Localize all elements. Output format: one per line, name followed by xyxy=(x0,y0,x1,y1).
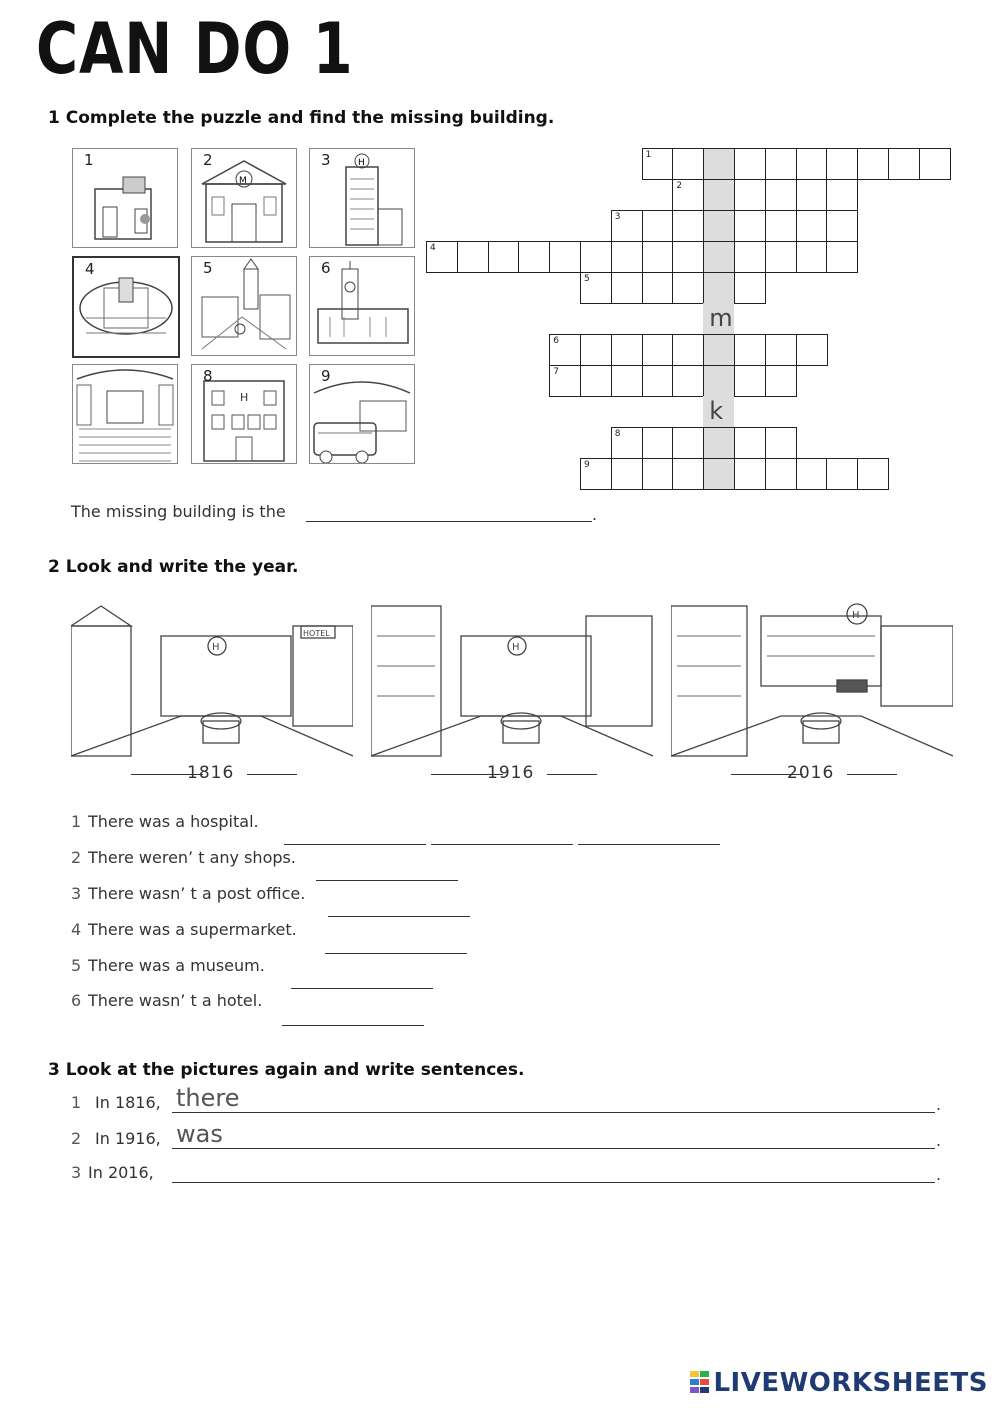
crossword-cell[interactable] xyxy=(703,365,735,397)
year-label: 2016 xyxy=(787,763,835,783)
crossword-cell[interactable] xyxy=(488,241,520,273)
crossword-cell[interactable] xyxy=(703,334,735,366)
crossword-cell[interactable] xyxy=(642,427,674,459)
year-line xyxy=(547,774,597,775)
crossword-cell[interactable] xyxy=(734,241,766,273)
crossword-cell[interactable] xyxy=(826,458,858,490)
crossword-cell[interactable] xyxy=(611,272,643,304)
sentence-text: There was a supermarket. xyxy=(88,920,297,939)
sentence-period: . xyxy=(936,1165,942,1184)
crossword-cell[interactable] xyxy=(765,458,797,490)
crossword-cell[interactable] xyxy=(826,179,858,211)
picture-number: 6 xyxy=(321,259,331,277)
sentence-number: 1 xyxy=(71,812,82,831)
crossword-clue-number: 7 xyxy=(553,367,559,377)
year-answer-line[interactable] xyxy=(284,844,426,845)
page-title: CAN DO 1 xyxy=(36,8,354,90)
crossword-cell[interactable] xyxy=(642,241,674,273)
year-line xyxy=(847,774,897,775)
picture-number: 3 xyxy=(321,151,331,169)
picture-7 xyxy=(72,364,178,464)
crossword-cell[interactable] xyxy=(642,272,674,304)
crossword-given-letter: m xyxy=(709,304,733,332)
crossword-cell[interactable] xyxy=(580,365,612,397)
sentence-number: 2 xyxy=(71,848,82,867)
missing-building-period: . xyxy=(592,505,598,524)
picture-8 xyxy=(191,364,297,464)
picture-4 xyxy=(72,256,180,358)
town-illustration xyxy=(671,596,953,770)
town-illustration xyxy=(371,596,653,770)
picture-number: 8 xyxy=(203,367,213,385)
crossword-cell[interactable] xyxy=(796,148,828,180)
crossword-cell[interactable] xyxy=(672,241,704,273)
sentence-number: 2 xyxy=(71,1129,82,1148)
svg-text:HOTEL: HOTEL xyxy=(303,629,330,638)
crossword-cell[interactable] xyxy=(549,241,581,273)
year-line xyxy=(247,774,297,775)
picture-5 xyxy=(191,256,297,356)
crossword-cell[interactable] xyxy=(765,148,797,180)
picture-number: 2 xyxy=(203,151,213,169)
crossword-cell[interactable] xyxy=(826,241,858,273)
sentence-prompt: In 1816, xyxy=(95,1093,161,1112)
crossword-cell[interactable] xyxy=(734,272,766,304)
year-answer-line[interactable] xyxy=(291,988,433,989)
crossword-cell[interactable] xyxy=(672,365,704,397)
crossword-cell[interactable] xyxy=(703,148,735,180)
crossword-cell[interactable] xyxy=(580,334,612,366)
crossword-cell[interactable] xyxy=(765,334,797,366)
section1-heading: 1 Complete the puzzle and find the missing building. xyxy=(48,108,555,128)
svg-text:H: H xyxy=(212,642,220,653)
year-answer-line[interactable] xyxy=(325,953,467,954)
crossword-cell[interactable] xyxy=(703,179,735,211)
crossword-cell[interactable] xyxy=(672,334,704,366)
picture-number: 4 xyxy=(85,260,95,278)
svg-text:M: M xyxy=(239,176,247,186)
section3-heading: 3 Look at the pictures again and write sentences. xyxy=(48,1060,525,1080)
crossword-cell[interactable] xyxy=(796,179,828,211)
crossword-cell[interactable] xyxy=(611,241,643,273)
sentence-period: . xyxy=(936,1095,942,1114)
crossword-cell[interactable] xyxy=(765,210,797,242)
sentence-text: There wasn’ t a hotel. xyxy=(88,991,263,1010)
crossword-cell[interactable] xyxy=(826,148,858,180)
crossword-cell[interactable] xyxy=(734,458,766,490)
sentence-number: 6 xyxy=(71,991,82,1010)
sentence-number: 5 xyxy=(71,956,82,975)
year-answer-line[interactable] xyxy=(578,844,720,845)
town-scene-1816 xyxy=(71,596,353,792)
handwritten-answer[interactable]: was xyxy=(176,1120,223,1148)
sentence-number: 3 xyxy=(71,1163,82,1182)
crossword-cell[interactable] xyxy=(611,365,643,397)
picture-number: 9 xyxy=(321,367,331,385)
crossword-cell[interactable] xyxy=(765,427,797,459)
crossword-clue-number: 4 xyxy=(430,243,436,253)
crossword-clue-number: 2 xyxy=(676,181,683,191)
crossword-cell[interactable] xyxy=(642,365,674,397)
crossword-cell[interactable] xyxy=(857,148,889,180)
crossword-cell[interactable] xyxy=(672,210,704,242)
crossword-cell[interactable] xyxy=(703,210,735,242)
sentence-period: . xyxy=(936,1131,942,1150)
crossword-cell[interactable] xyxy=(672,427,704,459)
sentence-text: There wasn’ t a post office. xyxy=(88,884,306,903)
crossword-given-letter: k xyxy=(709,397,724,425)
crossword-clue-number: 9 xyxy=(584,460,590,470)
crossword-cell[interactable] xyxy=(888,148,920,180)
crossword-cell[interactable] xyxy=(580,241,612,273)
crossword-cell[interactable] xyxy=(703,458,735,490)
crossword-cell[interactable] xyxy=(672,458,704,490)
crossword-cell[interactable] xyxy=(919,148,951,180)
crossword-cell[interactable] xyxy=(703,241,735,273)
year-label: 1816 xyxy=(187,763,235,783)
crossword-cell[interactable] xyxy=(672,272,704,304)
crossword-cell[interactable] xyxy=(457,241,489,273)
crossword-cell[interactable] xyxy=(611,334,643,366)
sentence-prompt: In 1916, xyxy=(95,1129,161,1148)
svg-text:H: H xyxy=(240,391,249,404)
crossword-cell[interactable] xyxy=(642,334,674,366)
crossword-cell[interactable] xyxy=(734,334,766,366)
picture-2 xyxy=(191,148,297,248)
crossword-cell[interactable] xyxy=(796,241,828,273)
sentence-answer-line[interactable] xyxy=(172,1182,935,1183)
section2-heading: 2 Look and write the year. xyxy=(48,557,299,577)
missing-building-answer-line[interactable] xyxy=(306,521,592,522)
crossword-cell[interactable] xyxy=(642,210,674,242)
handwritten-answer[interactable]: there xyxy=(176,1084,240,1112)
town-illustration xyxy=(71,596,353,770)
crossword-cell[interactable] xyxy=(734,179,766,211)
svg-text:H: H xyxy=(358,158,365,168)
year-label: 1916 xyxy=(487,763,535,783)
crossword-cell[interactable] xyxy=(734,427,766,459)
sentence-text: There was a museum. xyxy=(88,956,265,975)
sentence-number: 3 xyxy=(71,884,82,903)
sentence-prompt: In 2016, xyxy=(88,1163,154,1182)
crossword-clue-number: 8 xyxy=(614,429,621,439)
crossword-cell[interactable] xyxy=(796,210,828,242)
crossword-cell[interactable] xyxy=(734,365,766,397)
crossword-cell[interactable] xyxy=(734,148,766,180)
year-answer-line[interactable] xyxy=(328,916,470,917)
picture-9 xyxy=(309,364,415,464)
crossword-cell[interactable] xyxy=(703,427,735,459)
crossword-cell[interactable] xyxy=(826,210,858,242)
crossword-cell[interactable] xyxy=(857,458,889,490)
crossword-clue-number: 1 xyxy=(645,150,652,160)
crossword-cell[interactable] xyxy=(796,334,828,366)
crossword-cell[interactable] xyxy=(796,458,828,490)
crossword-clue-number: 5 xyxy=(584,274,590,284)
crossword-cell[interactable] xyxy=(765,179,797,211)
crossword-cell[interactable] xyxy=(734,210,766,242)
crossword-cell[interactable] xyxy=(672,148,704,180)
crossword-clue-number: 3 xyxy=(614,212,621,222)
year-answer-line[interactable] xyxy=(282,1025,424,1026)
liveworksheets-logo-icon xyxy=(690,1370,710,1400)
sentence-text: There was a hospital. xyxy=(88,812,259,831)
liveworksheets-logo-text: LIVEWORKSHEETS xyxy=(713,1368,988,1398)
sentence-answer-line[interactable] xyxy=(172,1112,935,1113)
crossword-cell[interactable] xyxy=(703,272,735,304)
picture-number: 5 xyxy=(203,259,213,277)
picture-3 xyxy=(309,148,415,248)
crossword-cell[interactable] xyxy=(765,365,797,397)
year-answer-line[interactable] xyxy=(431,844,573,845)
crossword-cell[interactable] xyxy=(518,241,550,273)
svg-text:H: H xyxy=(512,642,520,653)
sentence-text: There weren’ t any shops. xyxy=(88,848,296,867)
sentence-number: 1 xyxy=(71,1093,82,1112)
year-answer-line[interactable] xyxy=(316,880,458,881)
svg-text:H: H xyxy=(852,610,860,621)
picture-number: 1 xyxy=(84,151,94,169)
crossword-cell[interactable] xyxy=(642,458,674,490)
town-scene-1916 xyxy=(371,596,653,792)
crossword-cell[interactable] xyxy=(611,458,643,490)
picture-6 xyxy=(309,256,415,356)
missing-building-sentence: The missing building is the xyxy=(71,502,286,521)
picture-1 xyxy=(72,148,178,248)
sentence-answer-line[interactable] xyxy=(172,1148,935,1149)
town-scene-2016 xyxy=(671,596,953,792)
crossword-clue-number: 6 xyxy=(553,336,559,346)
liveworksheets-logo xyxy=(690,1368,988,1400)
crossword-cell[interactable] xyxy=(765,241,797,273)
sentence-number: 4 xyxy=(71,920,82,939)
